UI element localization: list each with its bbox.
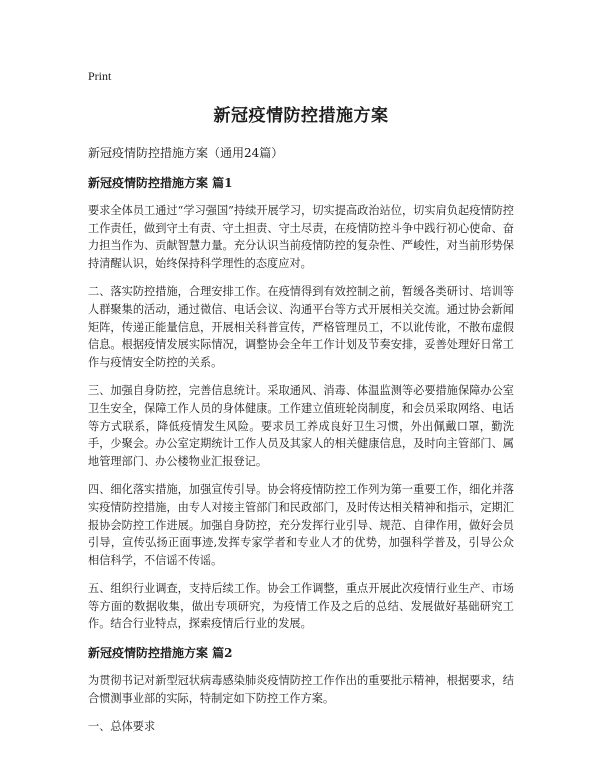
section-2-heading: 新冠疫情防控措施方案 篇2 (88, 646, 233, 661)
section-1-paragraph: 四、细化落实措施，加强宣传引导。协会将疫情防控工作列为第一重要工作，细化并落实疫情防控措施，由专人对接主管部门和民政部门，及时传达相关精神和指示，定期汇报协会防控工作进展。加强自身防控，充分发挥行业引导、规范、自律作用，做好会员引导，宣传弘扬正面事迹,发挥专家学者和专业人才的优势，加强科学普及，引导公众相信科学，不信谣不传谣。 (88, 483, 514, 567)
document-title: 新冠疫情防控措施方案 (213, 106, 389, 126)
section-1-heading: 新冠疫情防控措施方案 篇1 (88, 176, 233, 190)
section-2-paragraph: 一、总体要求 (88, 720, 156, 734)
section-1-paragraph: 五、组织行业调查，支持后续工作。协会工作调整，重点开展此次疫情行业生产、市场等方面的数据收集，做出专项研究，为疫情工作及之后的总结、发展做好基础研究工作。结合行业特点，探索疫情后行业的发展。 (88, 582, 514, 631)
print-label[interactable]: Print (88, 69, 112, 83)
section-1-paragraph: 要求全体员工通过“学习强国”持续开展学习，切实提高政治站位，切实肩负起疫情防控工作责任，做到守土有责、守土担责、守土尽责，在疫情防控斗争中践行初心使命、奋力担当作为、贡献智慧力量。充分认识当前疫情防控的复杂性、严峻性，对当前形势保持清醒认识，始终保持科学理性的态度应对。 (88, 204, 514, 270)
document-subtitle: 新冠疫情防控措施方案（通用24篇） (88, 146, 284, 160)
section-1 (88, 174, 514, 633)
section-2-paragraph: 为贯彻书记对新型冠状病毒感染肺炎疫情防控工作作出的重要批示精神，根据要求，结合惯测事业部的实际，特制定如下防控工作方案。 (88, 674, 514, 705)
section-1-paragraph: 三、加强自身防控，完善信息统计。采取通风、消毒、体温监测等必要措施保障办公室卫生安全，保障工作人员的身体健康。工作建立值班轮岗制度，和会员采取网络、电话等方式联系，降低疫情发生风险。要求员工养成良好卫生习惯，外出佩戴口罩，勤洗手，少聚会。办公室定期统计工作人员及其家人的相关健康信息，及时向主管部门、属地管理部门、办公楼物业汇报登记。 (88, 384, 514, 468)
section-1-paragraph: 二、落实防控措施，合理安排工作。在疫情得到有效控制之前，暂缓各类研讨、培训等人群聚集的活动，通过微信、电话会议、沟通平台等方式开展相关交流。通过协会新闻矩阵，传递正能量信息，开展相关科普宣传，严格管理员工，不以讹传讹，不散布虚假信息。根据疫情发展实际情况，调整协会全年工作计划及节奏安排，妥善处理好日常工作与疫情安全防控的关系。 (88, 285, 514, 369)
section-2 (88, 644, 514, 736)
